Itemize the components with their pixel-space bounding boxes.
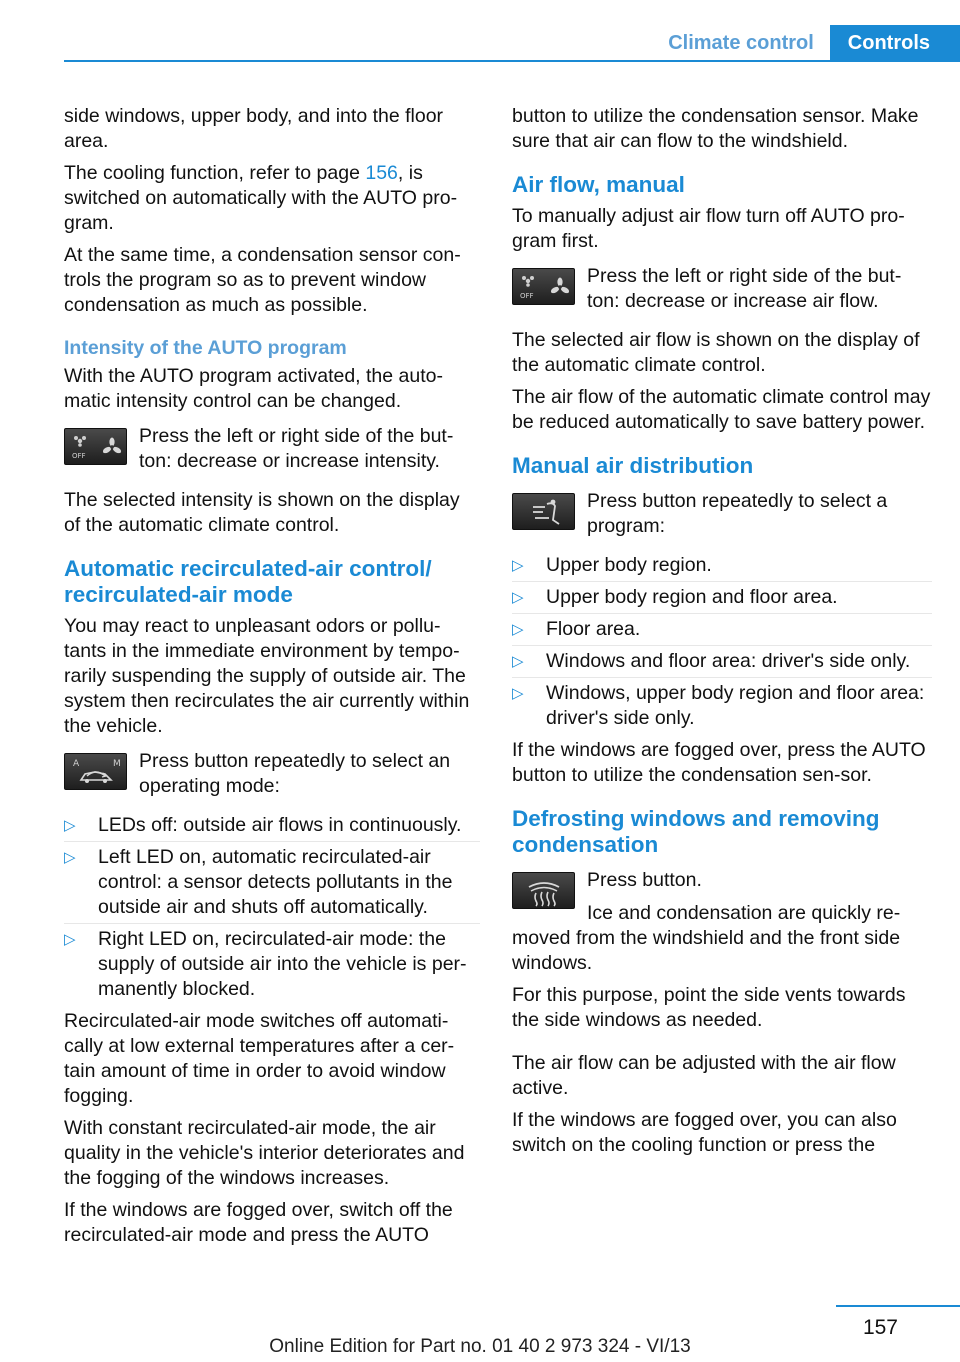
list-item-text: Windows and floor area: driver's side only. <box>546 650 911 672</box>
paragraph: The selected intensity is shown on the display of the automatic climate control. <box>64 489 460 536</box>
page-link[interactable]: 156 <box>365 162 398 184</box>
list-item-text: LEDs off: outside air flows in continuously. <box>98 814 462 836</box>
off-label: OFF <box>72 452 86 460</box>
list-item-text: Left LED on, automatic recirculated-air control: a sensor detects pollutants in the outside air and shuts off automatically. <box>98 846 453 918</box>
edition-footer: Online Edition for Part no. 01 40 2 973 324 - VI/13 <box>269 1336 691 1357</box>
triangle-right-icon: ▷ <box>512 621 524 638</box>
paragraph: To manually adjust air flow turn off AUTO pro-gram first. <box>512 205 905 252</box>
heading-recirculation: Automatic recirculated-air control/ recirculated-air mode <box>64 556 432 607</box>
paragraph: You may react to unpleasant odors or pollu-tants in the immediate environment by tempo-rarily suspending the supply of outside air. The system then recirculates the air currently within the vehicle. <box>64 615 470 737</box>
triangle-right-icon: ▷ <box>512 653 524 670</box>
paragraph: Recirculated-air mode switches off automati-cally at low external temperatures after a cer-tain amount of time in order to avoid window fogging. <box>64 1010 455 1107</box>
list-item <box>512 617 932 642</box>
paragraph: button to utilize the condensation sensor. Make sure that air can flow to the windshield. <box>512 105 919 152</box>
list-item-text: Windows, upper body region and floor area: driver's side only. <box>546 682 925 729</box>
icon-caption: Press button repeatedly to select an operating mode: <box>139 750 451 797</box>
paragraph: The selected air flow is shown on the display of the automatic climate control. <box>512 329 920 376</box>
text: , is switched on automatically with the AUTO pro-gram. <box>64 162 458 234</box>
auto-label: A <box>73 759 80 769</box>
paragraph: With constant recirculated-air mode, the air quality in the vehicle's interior deteriorates and the fogging of the windows increases. <box>64 1117 465 1189</box>
right-column <box>512 104 932 1165</box>
text: The cooling function, refer to page <box>64 162 366 184</box>
off-label: OFF <box>520 292 534 300</box>
icon-row <box>512 264 932 314</box>
list-item <box>512 681 932 731</box>
fan-off-button-icon <box>512 268 575 305</box>
heading-defrost: Defrosting windows and removing condensation <box>512 806 880 857</box>
icon-caption: Press the left or right side of the but-ton: decrease or increase air flow. <box>587 265 902 312</box>
paragraph: At the same time, a condensation sensor con-trols the program so as to prevent window condensation as much as possible. <box>64 244 461 316</box>
windshield-defrost-button-icon <box>512 872 575 909</box>
paragraph: Ice and condensation are quickly re-moved from the windshield and the front side windows. <box>512 902 901 974</box>
triangle-right-icon: ▷ <box>512 589 524 606</box>
heading-air-distribution: Manual air distribution <box>512 453 754 478</box>
triangle-right-icon: ▷ <box>64 817 76 834</box>
icon-caption: Press button repeatedly to select a program: <box>587 490 888 537</box>
paragraph <box>64 161 480 236</box>
triangle-right-icon: ▷ <box>64 849 76 866</box>
triangle-right-icon: ▷ <box>512 685 524 702</box>
list-item <box>64 813 480 838</box>
list-item <box>512 649 932 674</box>
list-item <box>512 585 932 610</box>
paragraph: The air flow can be adjusted with the air flow active. <box>512 1052 896 1099</box>
list-item-text: Right LED on, recirculated-air mode: the supply of outside air into the vehicle is per-manently blocked. <box>98 928 467 1000</box>
operating-mode-list <box>64 813 480 1002</box>
heading-intensity: Intensity of the AUTO program <box>64 337 347 359</box>
list-item-text: Upper body region and floor area. <box>546 586 838 608</box>
section-tab: Climate control <box>650 25 830 61</box>
list-item-text: Floor area. <box>546 618 641 640</box>
header-tabs <box>650 25 960 61</box>
list-item <box>64 845 480 920</box>
air-distribution-list <box>512 553 932 731</box>
triangle-right-icon: ▷ <box>64 931 76 948</box>
icon-row <box>512 489 932 539</box>
icon-row <box>64 424 480 474</box>
paragraph: The air flow of the automatic climate control may be reduced automatically to save battery power. <box>512 386 931 433</box>
page-number: 157 <box>862 1316 898 1339</box>
chapter-tab: Controls <box>830 25 960 61</box>
paragraph: For this purpose, point the side vents towards the side windows as needed. <box>512 984 906 1031</box>
icon-row <box>64 749 480 799</box>
paragraph: With the AUTO program activated, the auto-matic intensity control can be changed. <box>64 365 443 412</box>
list-item <box>512 553 932 578</box>
fan-off-button-icon <box>64 428 127 465</box>
recirculation-button-icon <box>64 753 127 790</box>
header-rule <box>64 60 960 62</box>
icon-caption: Press the left or right side of the but-ton: decrease or increase intensity. <box>139 425 454 472</box>
paragraph: If the windows are fogged over, you can also switch on the cooling function or press the <box>512 1109 897 1156</box>
paragraph: side windows, upper body, and into the floor area. <box>64 105 444 152</box>
air-distribution-button-icon <box>512 493 575 530</box>
manual-label: M <box>113 759 121 769</box>
paragraph: If the windows are fogged over, switch off the recirculated-air mode and press the AUTO <box>64 1199 453 1246</box>
list-item <box>64 927 480 1002</box>
heading-air-flow: Air flow, manual <box>512 172 685 197</box>
triangle-right-icon: ▷ <box>512 557 524 574</box>
icon-caption: Press button. <box>587 869 702 891</box>
paragraph: If the windows are fogged over, press the AUTO button to utilize the condensation sen-sor. <box>512 739 926 786</box>
left-column <box>64 104 480 1255</box>
footer-rule <box>836 1305 960 1307</box>
list-item-text: Upper body region. <box>546 554 712 576</box>
